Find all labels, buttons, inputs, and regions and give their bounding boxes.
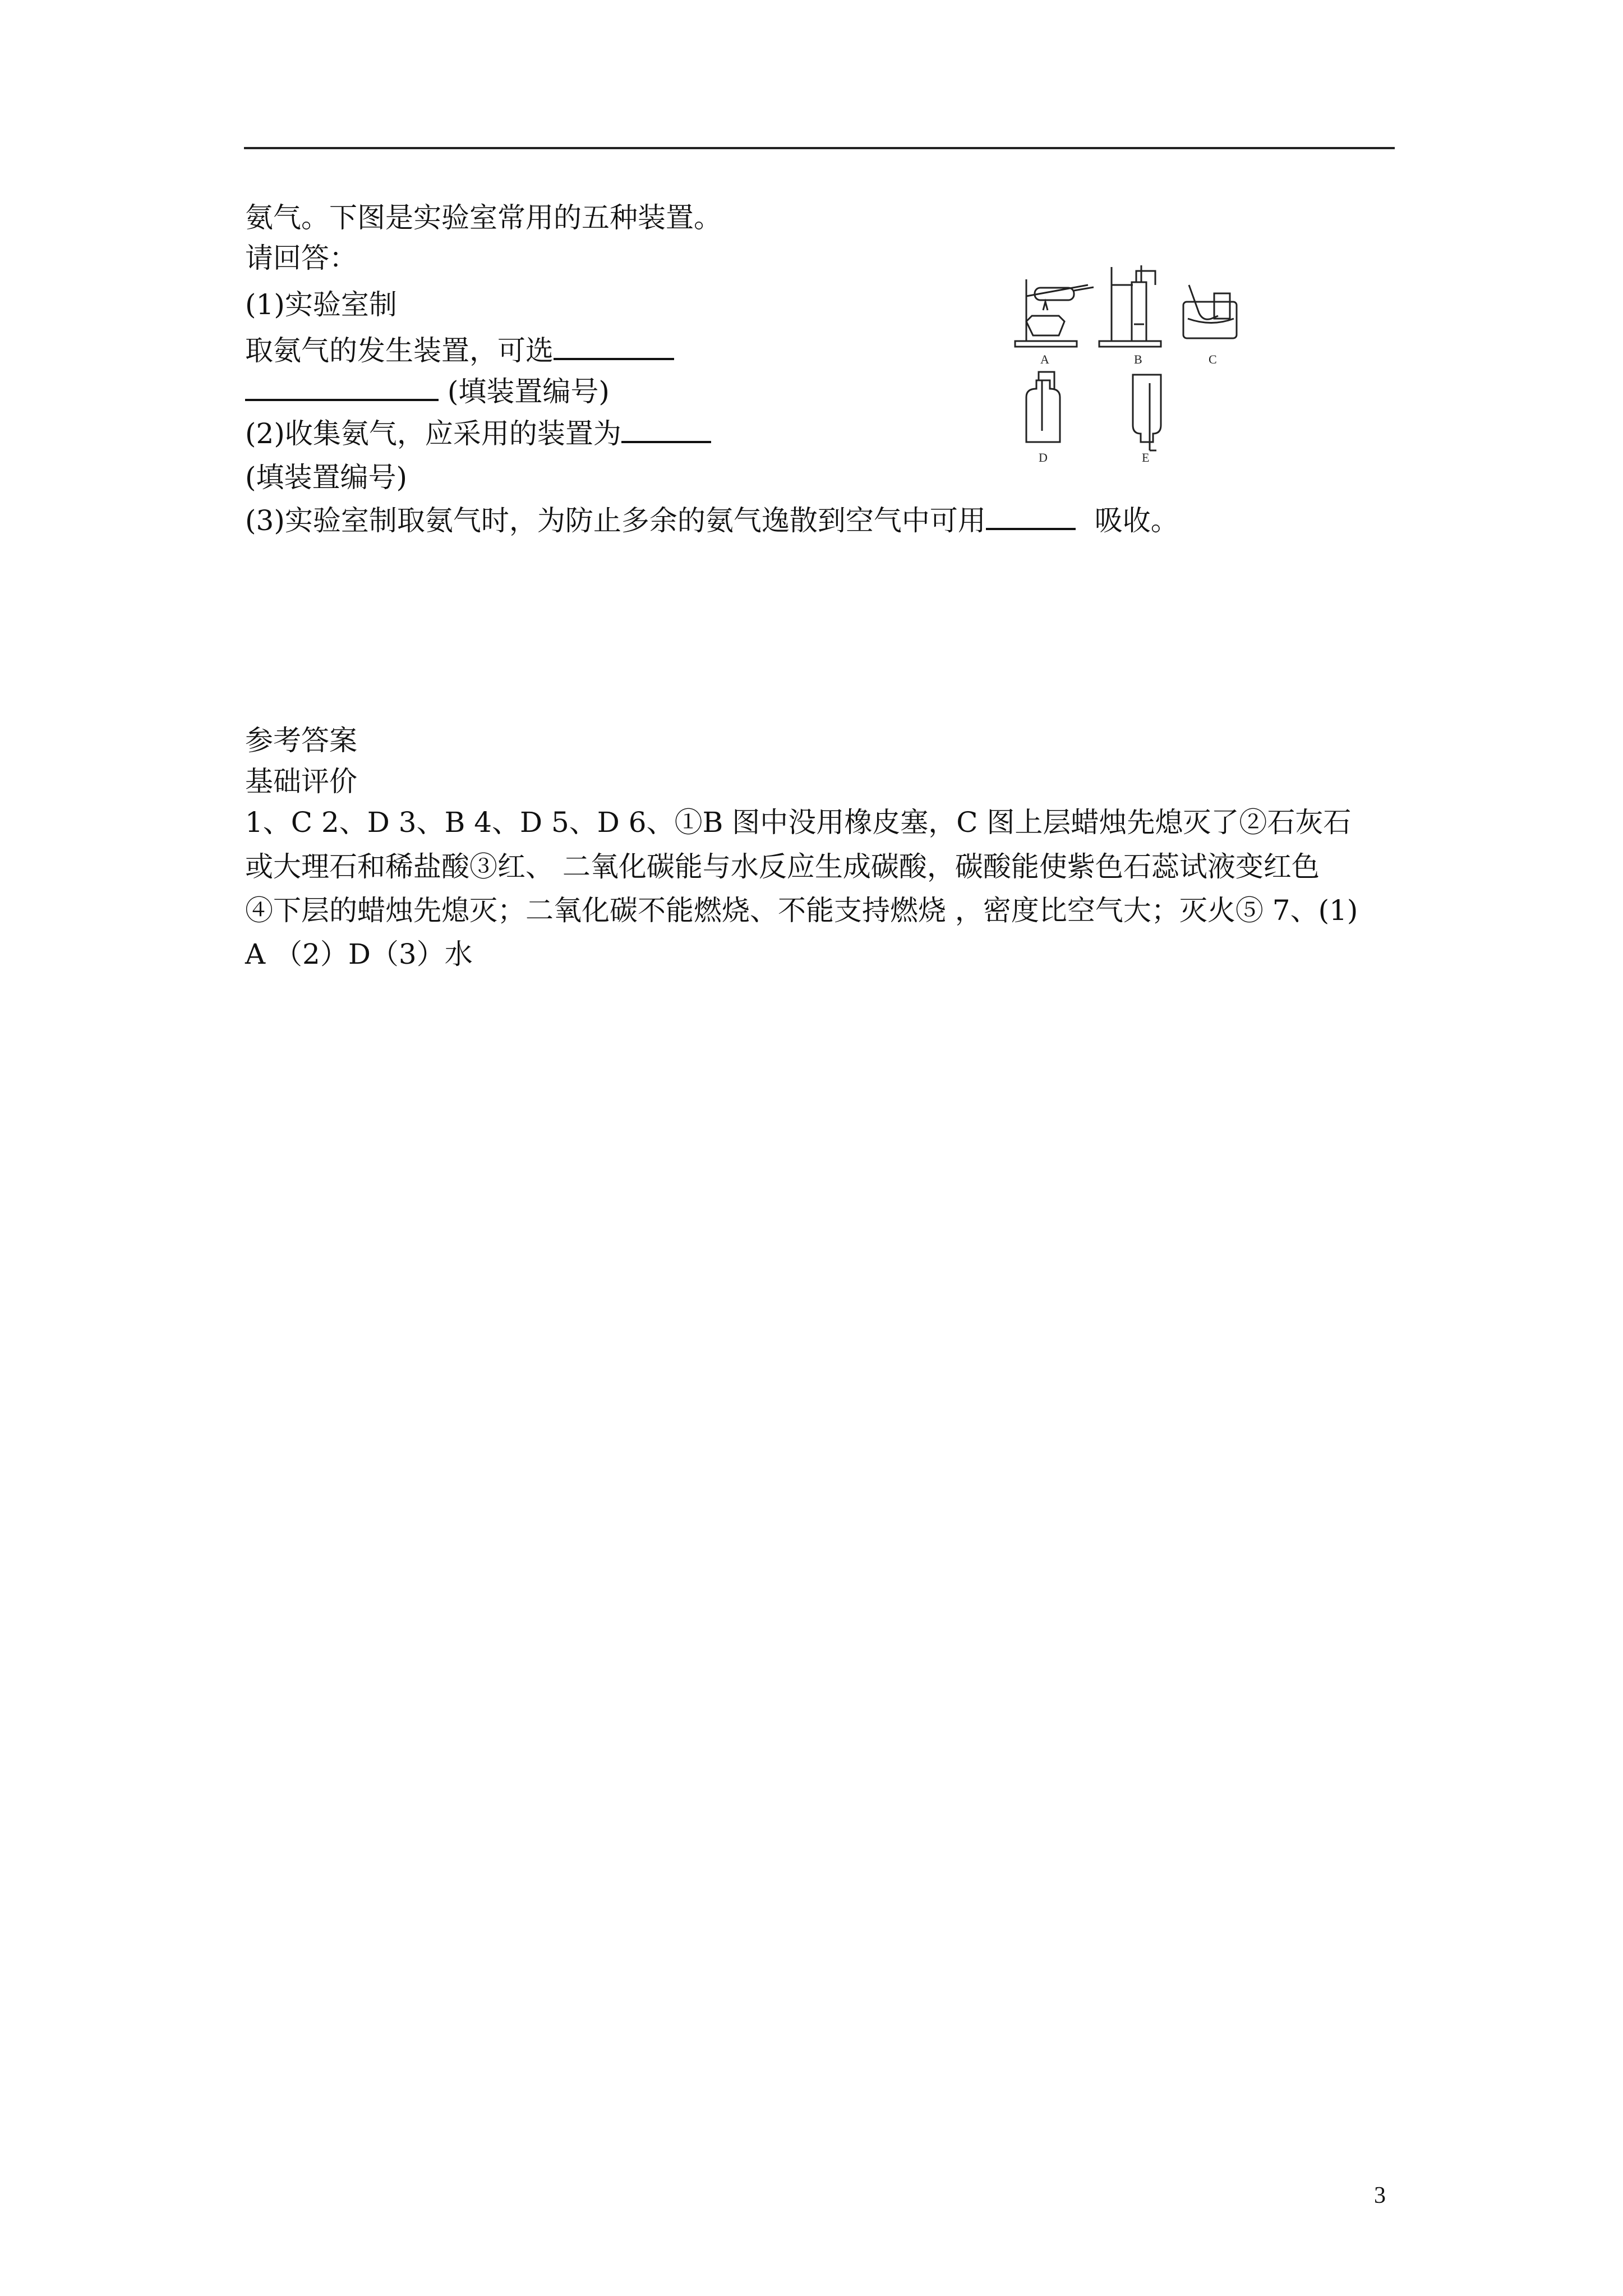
label-e: E [1142,450,1150,464]
q1-hint: (填装置编号) [447,375,610,408]
q2-line-a [245,415,711,452]
label-d: D [1039,450,1048,464]
q3-tail: 吸收。 [1094,504,1179,537]
q1-text: 取氨气的发生装置，可选 [245,334,554,367]
q3-text: (3)实验室制取氨气时，为防止多余的氨气逸散到空气中可用 [245,504,986,537]
page-number: 3 [1374,2183,1386,2208]
apparatus-d [1026,372,1060,442]
q1-line-b [245,332,674,369]
answers-title: 参考答案 [245,724,357,757]
label-c: C [1209,352,1217,366]
q2-line-b: (填装置编号) [245,461,408,494]
q1-line-a: (1)实验室制 [245,288,397,321]
answers-line-2: 或大理石和稀盐酸③红、 二氧化碳能与水反应生成碳酸，碳酸能使紫色石蕊试液变红色 [245,850,1320,883]
q2-text: (2)收集氨气，应采用的装置为 [245,417,621,450]
answers-line-1: 1、C 2、D 3、B 4、D 5、D 6、①B 图中没用橡皮塞，C 图上层蜡烛先熄灭了②石灰石 [245,806,1352,839]
q3-line [245,502,1179,539]
answers-line-3: ④下层的蜡烛先熄灭；二氧化碳不能燃烧、不能支持燃烧 ，密度比空气大；灭火⑤ 7、(1) [245,894,1358,927]
apparatus-e [1133,375,1161,450]
question-intro: 氨气。下图是实验室常用的五种装置。 [245,201,722,234]
q2-answer-blank[interactable] [621,415,711,443]
q1-answer-blank-2[interactable] [245,373,439,401]
q3-answer-blank[interactable] [986,502,1076,530]
q1-answer-blank[interactable] [554,332,674,360]
question-prompt: 请回答： [245,242,357,274]
apparatus-a [1015,279,1094,347]
answers-line-4: A （2）D（3）水 [245,938,473,970]
apparatus-figure [1009,263,1324,464]
header-rule [244,147,1395,149]
q1-line-c [245,373,610,410]
answers-subtitle: 基础评价 [245,765,357,798]
apparatus-c [1183,285,1237,338]
label-b: B [1134,352,1142,366]
apparatus-b [1099,265,1161,347]
label-a: A [1040,352,1049,366]
